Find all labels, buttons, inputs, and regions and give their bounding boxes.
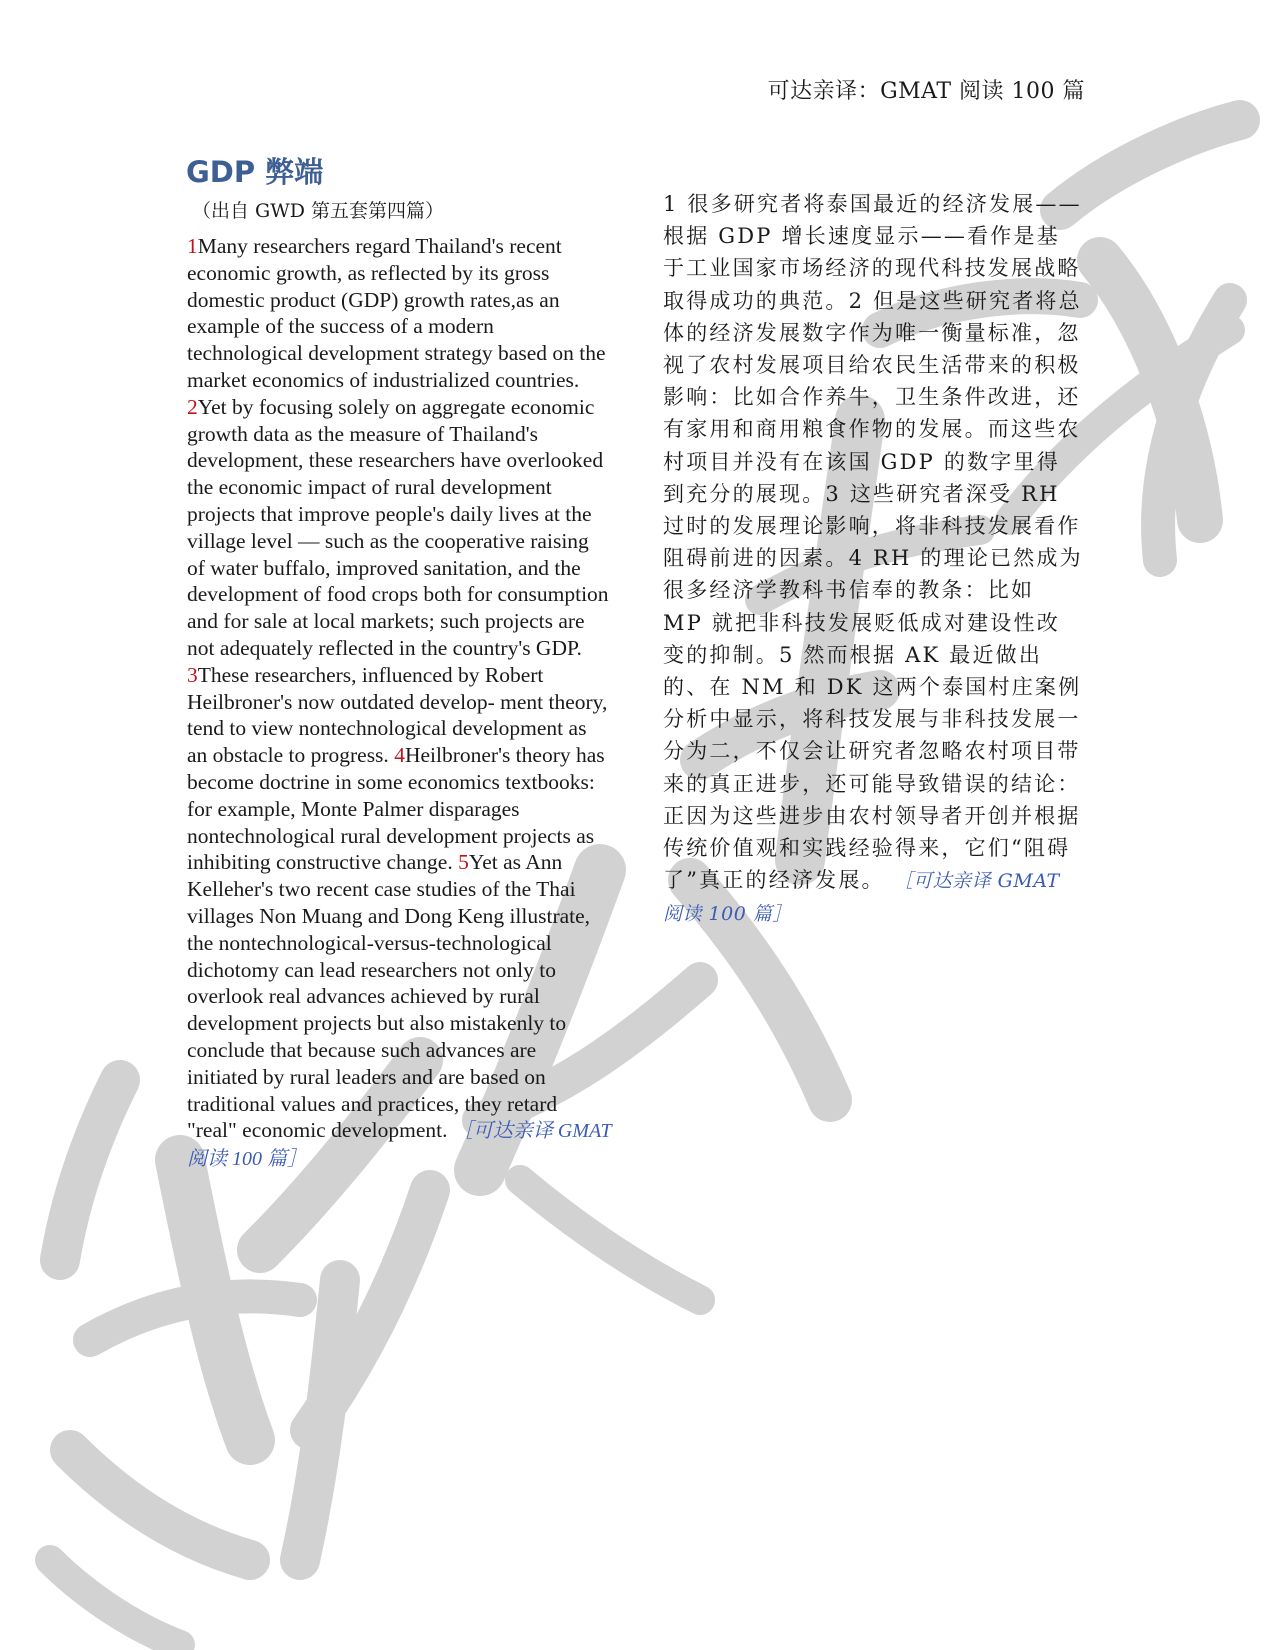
sentence-text: These researchers, influenced by Robert Heilbroner's now outdated develop- ment theory, tend to view nontechnological development as an obstacle to progress. xyxy=(187,662,608,768)
sentence-number: 3 xyxy=(187,662,198,687)
sentence-number: 5 xyxy=(458,850,469,875)
sentence-number: 4 xyxy=(394,743,405,768)
english-citation: ［可达亲译 GMAT 阅读 100 篇］ xyxy=(187,1120,612,1171)
article-source: （出自 GWD 第五套第四篇） xyxy=(192,200,445,222)
article-title: GDP 弊端 xyxy=(186,155,324,189)
sentence-number: 2 xyxy=(187,394,198,419)
chinese-translation xyxy=(663,188,1083,931)
sentence-text: Yet as Ann Kelleher's two recent case studies of the Thai villages Non Muang and Dong Keng illustrate, the nontechnological-versus-technological dichotomy can lead researchers not only to overlook real advances achieved by rural development projects but also mistakenly to conclude that because such advances are initiated by rural leaders and are based on traditional values and practices, they retard "real" economic development. xyxy=(187,850,591,1143)
page-header: 可达亲译：GMAT 阅读 100 篇 xyxy=(767,79,1085,104)
sentence-text: Heilbroner's theory has become doctrine in some economics textbooks: for example, Monte Palmer disparages nontechnological rural development projects as inhibiting constructive change. xyxy=(187,743,605,875)
chinese-citation: ［可达亲译 GMAT 阅读 100 篇］ xyxy=(663,870,1060,926)
english-passage xyxy=(187,233,612,1173)
translation-text: 1 很多研究者将泰国最近的经济发展——根据 GDP 增长速度显示——看作是基于工业国家市场经济的现代科技发展战略取得成功的典范。2 但是这些研究者将总体的经济发展数字作为唯一衡量标准，忽视了农村发展项目给农民生活带来的积极影响：比如合作养牛，卫生条件改进，还有家用和商用粮食作物的发展。而这些农村项目并没有在该国 GDP 的数字里得到充分的展现。3 这些研究者深受 RH 过时的发展理论影响，将非科技发展看作阻碍前进的因素。4 RH 的理论已然成为很多经济学教科书信奉的教条：比如 MP 就把非科技发展贬低成对建设性改变的抑制。5 然而根据 AK 最近做出的、在 NM 和 DK 这两个泰国村庄案例分析中显示，将科技发展与非科技发展一分为二，不仅会让研究者忽略农村项目带来的真正进步，还可能导致错误的结论：正因为这些进步由农村领导者开创并根据传统价值观和实践经验得来，它们“阻碍了”真正的经济发展。 xyxy=(663,192,1083,893)
sentence-text: Yet by focusing solely on aggregate economic growth data as the measure of Thailand's development, these researchers have overlooked the economic impact of rural development projects that improve people's daily lives at the village level — such as the cooperative raising of water buffalo, improved sanitation, and the development of food crops both for consumption and for sale at local markets; such projects are not adequately reflected in the country's GDP. xyxy=(187,394,609,660)
sentence-number: 1 xyxy=(187,234,198,258)
sentence-text: Many researchers regard Thailand's recent economic growth, as reflected by its gross domestic product (GDP) growth rates,as an example of the success of a modern technological development strategy based on the market economics of industrialized countries. xyxy=(187,234,606,392)
